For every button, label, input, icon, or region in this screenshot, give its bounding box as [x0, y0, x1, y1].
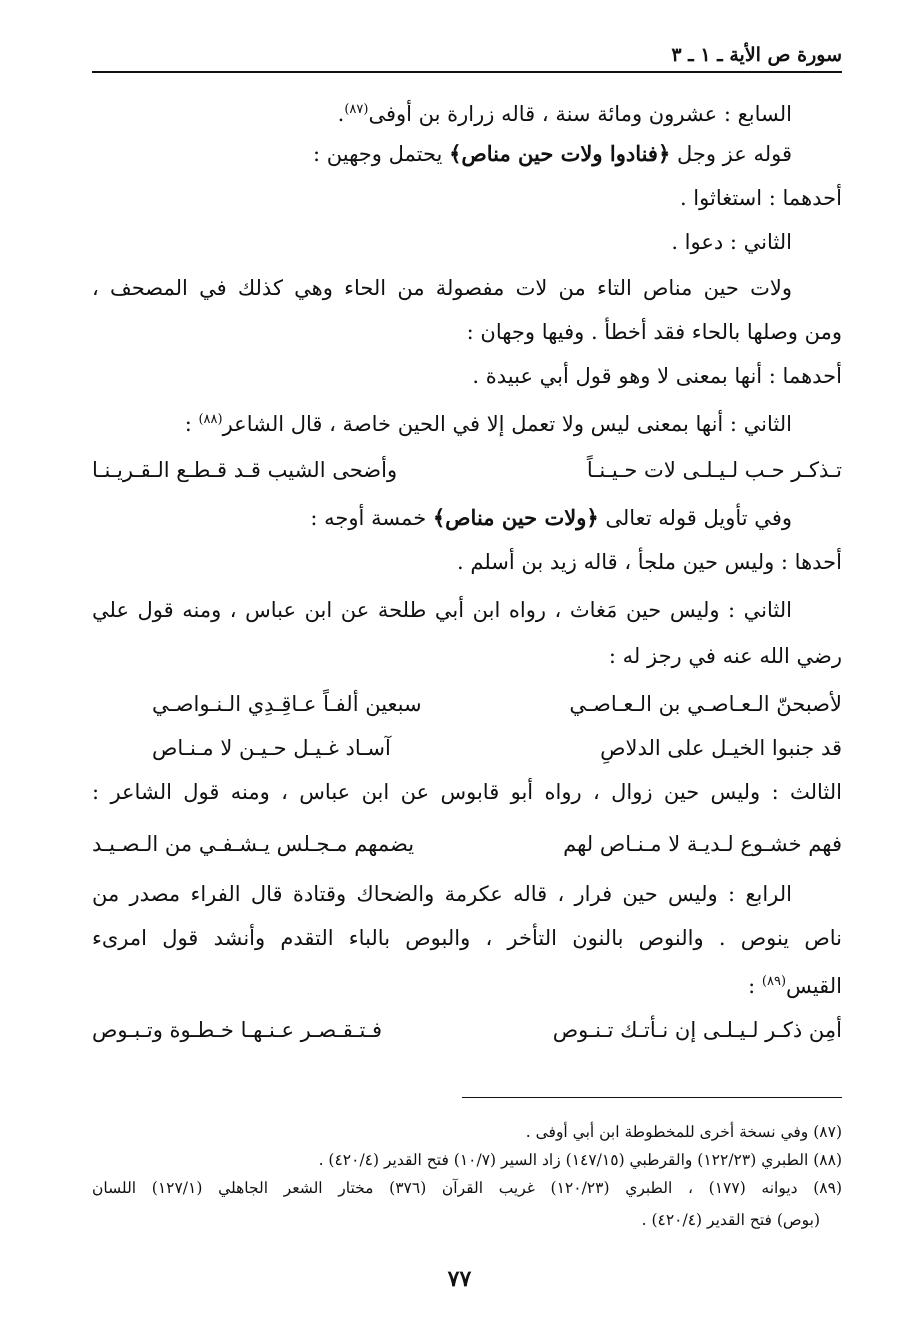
verse-hemistich-right: أمِن ذكـر لـيـلـى إن نـأتـك تـنـوص	[552, 1018, 842, 1042]
text-line: الثاني : وليس حين مَغاث ، رواه ابن أبي طلحة عن ابن عباس ، ومنه قول علي	[92, 598, 792, 622]
verse-hemistich-left: وأضحى الشيب قـد قـطـع الـقـريـنـا	[92, 458, 398, 482]
text-line	[92, 132, 792, 176]
text-line: ولات حين مناص التاء من لات مفصولة من الحاء وهي كذلك في المصحف ،	[92, 276, 792, 300]
verse-hemistich-left: آسـاد غـيـل حـيـن لا مـنـاص	[152, 736, 391, 760]
footnote-ref-89: (٨٩)	[761, 974, 787, 989]
verse-hemistich-left: سبعين ألفـاً عـاقِـدِي الـنـواصـي	[152, 692, 422, 716]
poem-verse	[92, 1008, 842, 1052]
running-header	[92, 44, 842, 72]
poem-verse	[92, 822, 842, 866]
text-span: :	[184, 412, 199, 436]
text-span: يحتمل وجهين :	[313, 142, 450, 166]
text-span: :	[748, 974, 762, 998]
footnote-ref-87: (٨٧)	[344, 102, 369, 117]
header-title: سورة ص الأية ـ ١ ـ ٣	[671, 44, 842, 66]
text-line	[92, 496, 792, 540]
verse-hemistich-right: فهم خشـوع لـديـة لا مـنـاص لهم	[563, 832, 842, 856]
header-rule	[92, 71, 842, 73]
footnote-87: (٨٧) وفي نسخة أخرى للمخطوطة ابن أبي أوفى .	[525, 1123, 842, 1141]
footnote-88: (٨٨) الطبري (١٢٢/٢٣) والقرطبي (١٤٧/١٥) زاد السير (١٠/٧) فتح القدير (٤٢٠/٤) .	[318, 1151, 842, 1169]
poem-verse	[92, 726, 842, 770]
verse-hemistich-right: تـذكـر حـب لـيـلـى لات حـيـنـاً	[586, 458, 842, 482]
text-span: قوله عز وجل	[670, 142, 792, 166]
text-line	[92, 398, 792, 446]
text-span: وفي تأويل قوله تعالى	[598, 506, 792, 530]
footnote-separator	[462, 1097, 842, 1098]
text-line: ناص ينوص . والنوص بالنون التأخر ، والبوص بالباء التقدم وأنشد قول امرىء	[92, 926, 842, 950]
text-line: رضي الله عنه في رجز له :	[608, 644, 842, 668]
text-line: أحدهما : أنها بمعنى لا وهو قول أبي عبيدة .	[472, 364, 842, 388]
text-line: أحدها : وليس حين ملجأ ، قاله زيد بن أسلم .	[457, 550, 842, 574]
text-line: الثالث : وليس حين زوال ، رواه أبو قابوس عن ابن عباس ، ومنه قول الشاعر :	[92, 780, 842, 804]
verse-hemistich-right: قد جنبوا الخيـل على الدلاصِ	[600, 736, 842, 760]
verse-hemistich-left: فـتـقـصـر عـنـهـا خـطـوة وتـبـوص	[92, 1018, 383, 1042]
text-line: ومن وصلها بالحاء فقد أخطأ . وفيها وجهان :	[466, 320, 842, 344]
page-number: ٧٧	[447, 1266, 472, 1292]
footnote-89: (٨٩) ديوانه (١٧٧) ، الطبري (١٢٠/٢٣) غريب القرآن (٣٧٦) مختار الشعر الجاهلي (١٢٧/١) اللسان	[92, 1179, 842, 1197]
verse-hemistich-right: لأصبحنّ الـعـاصـي بن الـعـاصـي	[569, 692, 842, 716]
text-span: السابع : عشرون ومائة سنة ، قاله زرارة بن أوفى	[368, 102, 792, 126]
footnote-89-continued: (بوص) فتح القدير (٤٢٠/٤) .	[641, 1211, 820, 1229]
text-line: الثاني : دعوا .	[671, 230, 792, 254]
verse-hemistich-left: يضمهم مـجـلس يـشـفـي من الـصـيـد	[92, 832, 415, 856]
footnote-ref-88: (٨٨)	[198, 412, 223, 427]
quran-quote: ﴿ولات حين مناص﴾	[432, 505, 599, 530]
text-line: الرابع : وليس حين فرار ، قاله عكرمة والضحاك وقتادة قال الفراء مصدر من	[92, 882, 792, 906]
text-span: .	[337, 102, 345, 126]
text-span: خمسة أوجه :	[310, 506, 433, 530]
text-line: أحدهما : استغاثوا .	[679, 186, 842, 210]
quran-quote: ﴿فنادوا ولات حين مناص﴾	[449, 141, 671, 166]
poem-verse	[92, 682, 842, 726]
text-line	[92, 88, 792, 136]
text-line	[92, 960, 842, 1008]
text-span: الثاني : أنها بمعنى ليس ولا تعمل إلا في الحين خاصة ، قال الشاعر	[222, 412, 792, 436]
poem-verse	[92, 448, 842, 492]
text-span: القيس	[786, 974, 842, 998]
